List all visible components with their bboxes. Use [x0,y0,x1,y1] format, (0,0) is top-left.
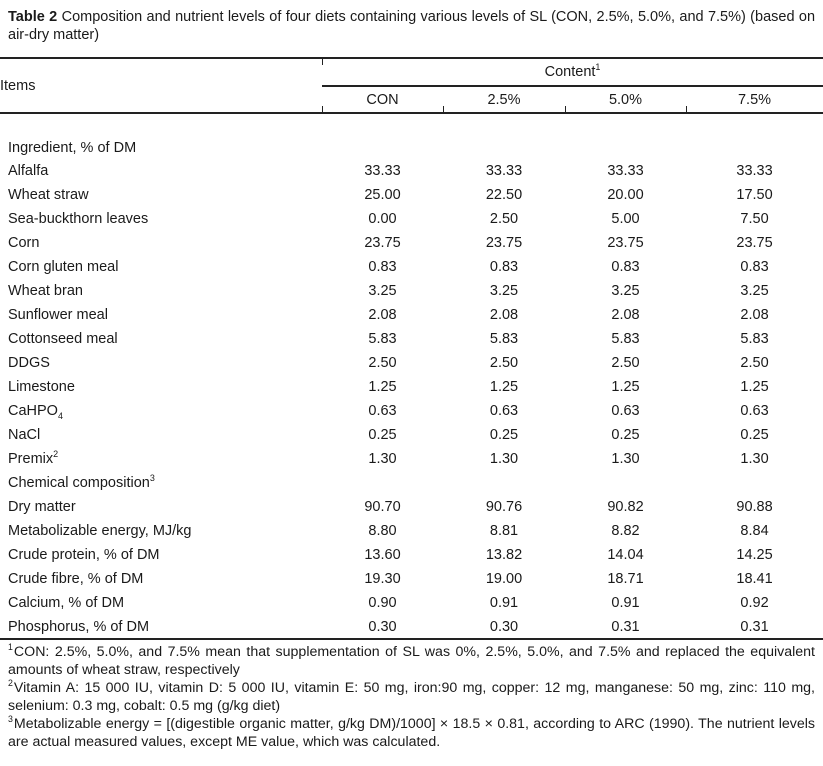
value-cell: 0.83 [368,259,397,275]
cell-border-tick [322,59,323,65]
row-label: Corn [8,235,40,251]
section-row [0,471,823,495]
content-header-footnote-marker: 1 [595,62,601,73]
cell-border-tick [443,106,444,112]
table-row [0,519,823,543]
value-cell: 0.90 [368,595,397,611]
table-row [0,567,823,591]
content-group-header [322,58,823,86]
value-cell: 19.30 [364,571,401,587]
value-cell [443,471,565,495]
column-header-label: 5.0% [608,91,643,108]
table-row [0,183,823,207]
value-cell: 8.84 [740,523,769,539]
column-header-7-5 [686,86,823,113]
value-cell: 0.63 [740,403,769,419]
value-cell: 3.25 [611,283,640,299]
table-row [0,303,823,327]
header-row-content [0,58,823,86]
column-header-2-5 [443,86,565,113]
row-label: Sea-buckthorn leaves [8,211,149,227]
value-cell: 2.50 [368,355,397,371]
table-caption [8,8,815,44]
value-cell: 2.50 [489,355,519,371]
row-label: Premix$^2$ [8,449,59,467]
value-cell: 0.92 [740,595,769,611]
value-cell: 2.08 [611,307,640,323]
value-cell: 0.25 [368,427,397,443]
value-cell: 5.83 [368,331,397,347]
table-body [0,113,823,639]
value-cell: 3.25 [368,283,397,299]
value-cell: 0.00 [368,211,397,227]
value-cell: 1.30 [368,451,397,467]
footnote: $^3$Metabolizable energy = [(digestible organic matter, g/kg DM)/1000] × 18.5 × 0.81, according to ARC (1990). The nutrient levels are actual measured values, except ME value, which was calculated. [8,714,815,750]
value-cell: 2.08 [740,307,769,323]
footnote-marker: 1 [8,642,13,653]
value-cell: 1.25 [368,379,397,395]
table-row [0,231,823,255]
value-cell: 0.63 [489,403,519,419]
value-cell: 0.63 [368,403,397,419]
footnote-marker: 3 [8,714,13,725]
value-cell: 90.82 [607,499,644,515]
value-cell: 5.83 [489,331,519,347]
table-row [0,615,823,639]
value-cell: 0.31 [686,615,823,639]
value-cell [322,471,443,495]
column-header-label: 7.5% [737,91,772,108]
row-label: Wheat bran [8,283,83,299]
value-cell: 5.00 [611,211,640,227]
value-cell: 90.88 [736,499,773,515]
table-row [0,375,823,399]
value-cell: 0.31 [565,615,686,639]
value-cell: 18.41 [736,571,773,587]
row-label: Ingredient, % of DM [8,139,137,156]
value-cell: 0.25 [740,427,769,443]
value-cell [322,113,443,159]
section-row [0,113,823,159]
value-cell: 33.33 [364,163,401,179]
value-cell: 20.00 [607,187,644,203]
value-cell: 0.25 [489,427,519,443]
footnote-marker: 2 [8,678,13,689]
value-cell: 8.80 [368,523,397,539]
value-cell: 1.30 [611,451,640,467]
table-row [0,423,823,447]
value-cell [443,113,565,159]
value-cell: 2.50 [611,355,640,371]
value-cell: 0.30 [322,615,443,639]
table-header [0,58,823,113]
table-row [0,495,823,519]
value-cell: 23.75 [736,235,773,251]
value-cell: 23.75 [485,235,523,251]
table-row [0,591,823,615]
value-cell: 5.83 [611,331,640,347]
table-row [0,543,823,567]
items-column-header: Items [0,58,322,113]
value-cell: 2.50 [740,355,769,371]
value-cell: 0.83 [740,259,769,275]
value-cell: 14.04 [607,547,644,563]
value-cell: 0.91 [489,595,519,611]
value-cell: 22.50 [485,187,523,203]
value-cell: 1.30 [740,451,769,467]
value-cell [686,471,823,495]
row-label: Sunflower meal [8,307,108,323]
row-label: Crude protein, % of DM [8,547,160,563]
row-label: Wheat straw [8,187,89,203]
table-row [0,447,823,471]
value-cell: 14.25 [736,547,773,563]
row-label: Alfalfa [8,163,49,179]
column-header-5-0 [565,86,686,113]
footnotes [8,643,815,751]
footnote: $^1$CON: 2.5%, 5.0%, and 7.5% mean that supplementation of SL was 0%, 2.5%, 5.0%, and 7.5% and replaced the equivalent amounts of wheat straw, respectively [8,642,815,678]
row-label: Metabolizable energy, MJ/kg [8,523,192,539]
table-row [0,399,823,423]
row-label: NaCl [8,427,41,443]
column-header-label: CON [366,91,399,108]
value-cell: 1.30 [489,451,519,467]
row-label: Cottonseed meal [8,331,118,347]
value-cell: 23.75 [364,235,401,251]
table-row [0,279,823,303]
row-label: Dry matter [8,499,76,515]
value-cell: 1.25 [740,379,769,395]
label-subscript: 4 [57,410,63,421]
column-header-label: 2.5% [487,91,521,108]
table-row [0,351,823,375]
label-footnote-marker: 3 [149,473,155,484]
value-cell: 13.82 [485,547,523,563]
value-cell: 90.76 [485,499,523,515]
value-cell: 1.25 [489,379,519,395]
table-row [0,327,823,351]
table-row [0,207,823,231]
column-header-con [322,86,443,113]
paper-table-page [0,8,823,766]
value-cell: 0.83 [611,259,640,275]
value-cell: 33.33 [485,163,523,179]
value-cell: 3.25 [740,283,769,299]
value-cell: 17.50 [736,187,773,203]
table-caption-text: Composition and nutrient levels of four diets containing various levels of SL (CON, 2.5%, 5.0%, and 7.5%) (based on air-dry matter) [8,9,816,43]
table-caption-label: Table 2 [8,9,58,25]
cell-border-tick [565,106,566,112]
row-label: Calcium, % of DM [8,595,125,611]
row-label: Limestone [8,379,75,395]
row-label: CaHPO$_4$ [8,403,63,421]
value-cell: 8.81 [489,523,519,539]
value-cell: 5.83 [740,331,769,347]
value-cell: 23.75 [607,235,644,251]
cell-border-tick [686,106,687,112]
label-footnote-marker: 2 [53,449,59,460]
content-header-text: Content [544,64,596,80]
cell-border-tick [322,106,323,112]
value-cell: 3.25 [489,283,519,299]
value-cell: 2.08 [368,307,397,323]
value-cell [686,113,823,159]
value-cell: 1.25 [611,379,640,395]
value-cell: 25.00 [364,187,401,203]
value-cell: 18.71 [607,571,644,587]
table-row [0,159,823,183]
value-cell [565,471,686,495]
diet-composition-table [0,57,823,640]
value-cell: 33.33 [607,163,644,179]
row-label: Chemical composition$^3$ [8,473,155,491]
value-cell: 13.60 [364,547,401,563]
footnote: $^2$Vitamin A: 15 000 IU, vitamin D: 5 000 IU, vitamin E: 50 mg, iron:90 mg, copper: 12 mg, manganese: 50 mg, zinc: 110 mg, selenium: 0.3 mg, cobalt: 0.5 mg (g/kg diet) [8,678,815,714]
value-cell: 8.82 [611,523,640,539]
value-cell: 0.91 [611,595,640,611]
value-cell [565,113,686,159]
row-label: Phosphorus, % of DM [0,615,322,639]
value-cell: 7.50 [740,211,769,227]
row-label: Corn gluten meal [8,259,119,275]
value-cell: 0.63 [611,403,640,419]
row-label: DDGS [8,355,50,371]
value-cell: 0.30 [443,615,565,639]
value-cell: 2.08 [489,307,519,323]
value-cell: 2.50 [489,211,519,227]
value-cell: 90.70 [364,499,401,515]
value-cell: 33.33 [736,163,773,179]
value-cell: 0.25 [611,427,640,443]
value-cell: 19.00 [485,571,523,587]
row-label: Crude fibre, % of DM [8,571,144,587]
table-row [0,255,823,279]
value-cell: 0.83 [489,259,519,275]
